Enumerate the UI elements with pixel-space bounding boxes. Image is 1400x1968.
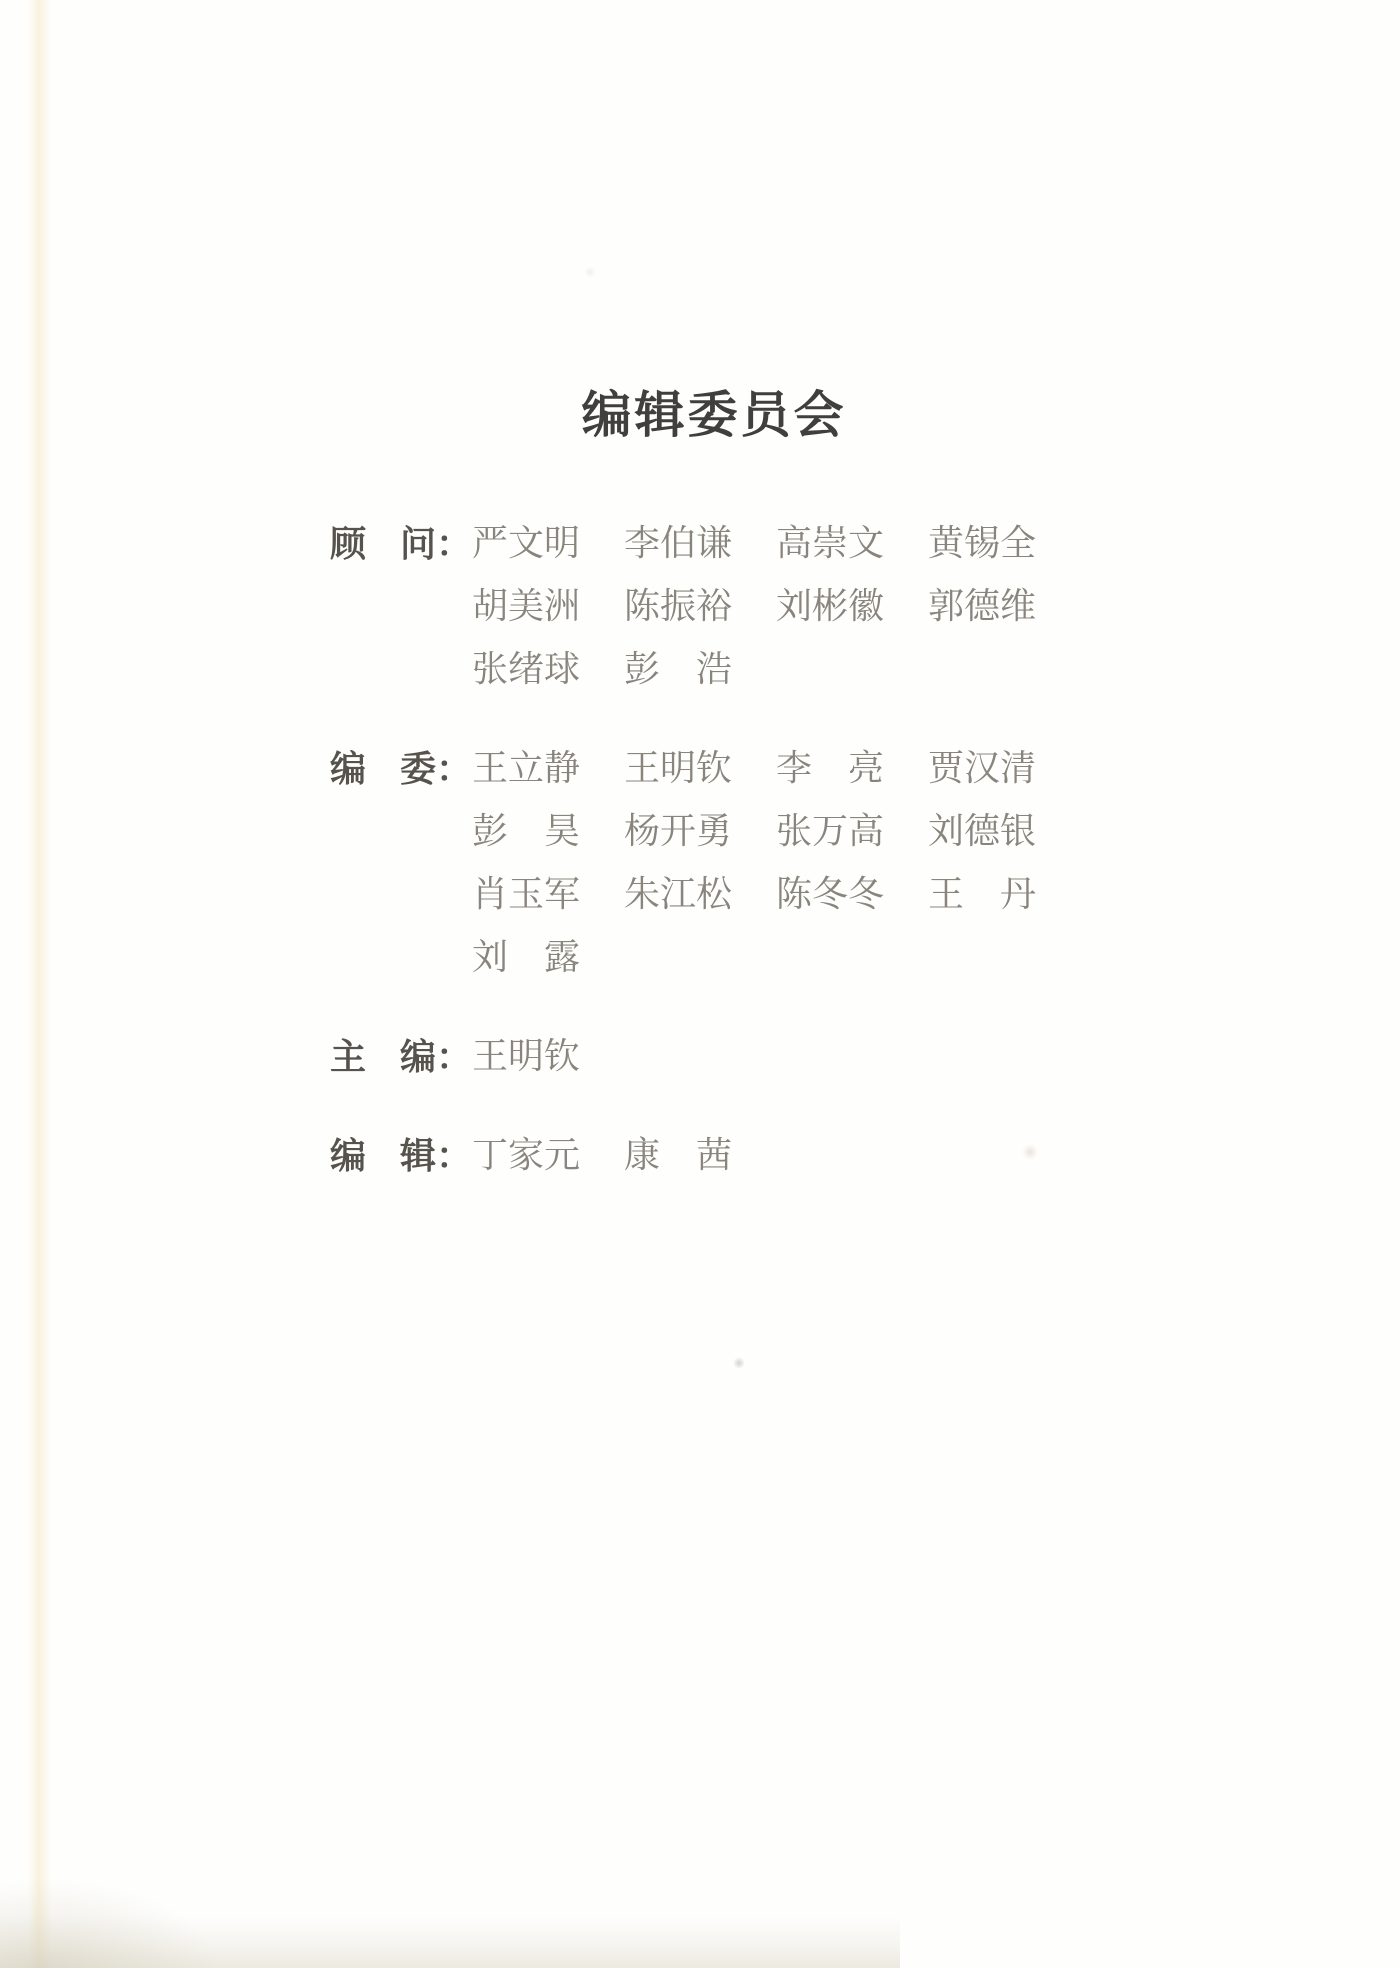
person-name: 高崇文 [776, 523, 885, 564]
names-block [472, 1025, 1340, 1088]
page-corner-shade [0, 1878, 220, 1968]
person-name: 王明钦 [624, 748, 733, 789]
person-name: 刘德银 [928, 811, 1037, 852]
person-name: 李 亮 [776, 748, 885, 789]
name-row [472, 737, 1340, 800]
role-label-char: 委 [399, 748, 436, 789]
person-name: 张绪球 [472, 649, 581, 690]
person-name: 朱江松 [624, 874, 733, 915]
committee-section-chief-editor [330, 1025, 1340, 1088]
role-label-colon: ： [435, 1135, 472, 1176]
person-name: 胡美洲 [472, 586, 581, 627]
role-label-colon: ： [435, 523, 472, 564]
role-label-chars [330, 737, 436, 989]
names-block [472, 1124, 1340, 1187]
page-gutter-crease [28, 0, 52, 1968]
scan-speck [733, 1357, 745, 1369]
page-title: 编辑委员会 [581, 387, 847, 443]
person-name: 王立静 [472, 748, 581, 789]
committee-section-editors [330, 1124, 1340, 1187]
person-name: 王 丹 [928, 874, 1037, 915]
person-name: 严文明 [472, 523, 581, 564]
person-name: 康 茜 [624, 1135, 733, 1176]
name-row [472, 800, 1340, 863]
person-name: 彭 昊 [472, 811, 581, 852]
role-label-char: 编 [330, 748, 367, 789]
name-row [472, 1025, 1340, 1088]
person-name: 刘彬徽 [776, 586, 885, 627]
person-name: 刘 露 [472, 937, 581, 978]
committee-list [330, 512, 1340, 1187]
name-row [472, 926, 1340, 989]
committee-section-advisors [330, 512, 1340, 701]
role-label [330, 1025, 472, 1088]
role-label [330, 512, 472, 701]
person-name: 丁家元 [472, 1135, 581, 1176]
person-name: 杨开勇 [624, 811, 733, 852]
role-label-char: 顾 [330, 523, 367, 564]
role-label-colon: ： [435, 1036, 472, 1077]
names-block [472, 737, 1340, 989]
name-row [472, 863, 1340, 926]
person-name: 张万高 [776, 811, 885, 852]
name-row [472, 638, 1340, 701]
person-name: 贾汉清 [928, 748, 1037, 789]
scan-speck [584, 266, 596, 278]
role-label-char: 主 [330, 1036, 367, 1077]
role-label-char: 编 [330, 1135, 367, 1176]
role-label-chars [330, 1124, 436, 1187]
person-name: 郭德维 [928, 586, 1037, 627]
role-label [330, 1124, 472, 1187]
name-row [472, 575, 1340, 638]
person-name: 肖玉军 [472, 874, 581, 915]
name-row [472, 1124, 1340, 1187]
person-name: 彭 浩 [624, 649, 733, 690]
person-name: 李伯谦 [624, 523, 733, 564]
names-block [472, 512, 1340, 701]
name-row [472, 512, 1340, 575]
role-label-colon: ： [435, 748, 472, 789]
role-label-char: 辑 [399, 1135, 436, 1176]
person-name: 王明钦 [472, 1036, 581, 1077]
role-label-char: 编 [399, 1036, 436, 1077]
role-label-char: 问 [399, 523, 436, 564]
person-name: 陈冬冬 [776, 874, 885, 915]
role-label [330, 737, 472, 989]
committee-section-editorial-board [330, 737, 1340, 989]
person-name: 黄锡全 [928, 523, 1037, 564]
role-label-chars [330, 512, 436, 701]
person-name: 陈振裕 [624, 586, 733, 627]
role-label-chars [330, 1025, 436, 1088]
